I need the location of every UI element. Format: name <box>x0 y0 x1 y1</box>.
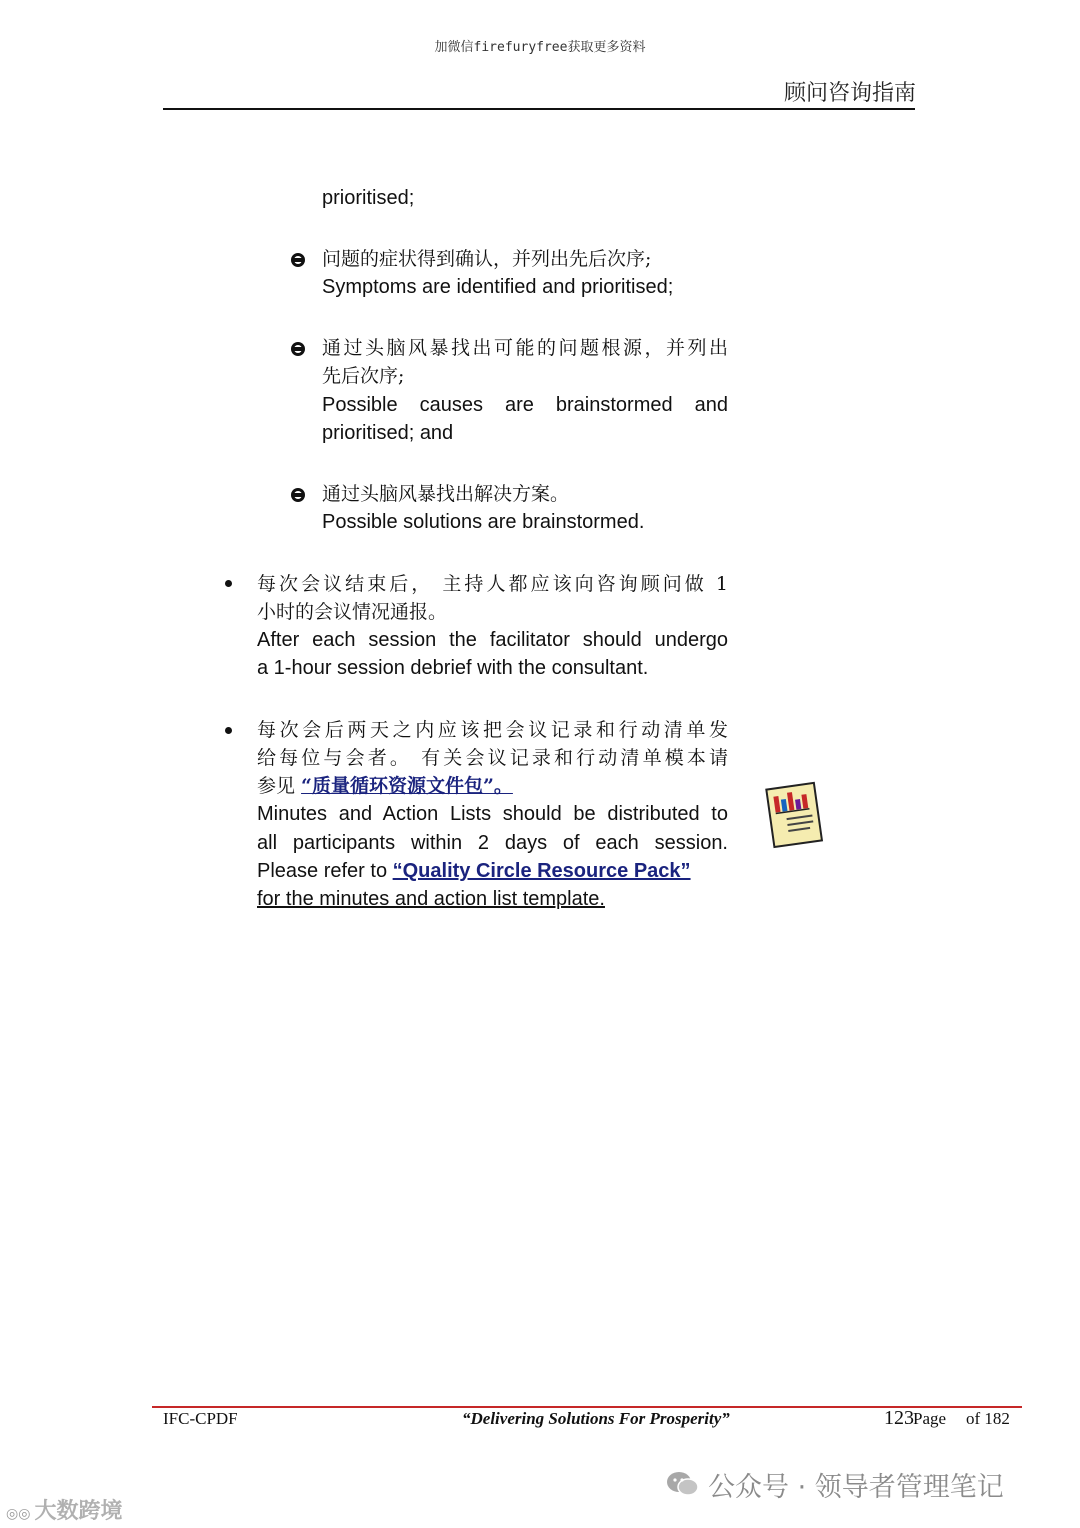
resource-pack-link-chinese[interactable]: “质量循环资源文件包”。 <box>301 775 513 797</box>
wechat-icon <box>666 1470 700 1498</box>
footer-page-label: Page <box>913 1409 947 1428</box>
logo-icon: ◎◎ <box>6 1506 31 1522</box>
bullet2-chinese-line2: 给每位与会者。 有关会议记录和行动清单模本请 <box>257 747 728 769</box>
top-watermark: 加微信firefuryfree获取更多资料 <box>434 40 646 55</box>
document-chart-icon <box>760 778 828 850</box>
item2-chinese-line2: 先后次序; <box>322 365 405 387</box>
brand-watermark-right: 公众号 · 领导者管理笔记 <box>666 1466 1004 1502</box>
bullet2-english-line3 <box>257 857 691 885</box>
footer-left: IFC-CPDF <box>163 1409 238 1428</box>
arrow-bullet-icon <box>291 253 305 267</box>
arrow-bullet-icon <box>291 342 305 356</box>
bullet2-english-line1: Minutes and Action Lists should be distributed to <box>257 803 728 825</box>
item3-chinese: 通过头脑风暴找出解决方案。 <box>322 483 570 505</box>
resource-pack-link-english[interactable]: “Quality Circle Resource Pack” <box>392 860 691 882</box>
bullet-dot <box>225 727 232 734</box>
footer-page-total: of 182 <box>966 1409 1010 1428</box>
bullet2-english-line2: all participants within 2 days of each session. <box>257 832 728 854</box>
item3-english: Possible solutions are brainstormed. <box>322 511 645 533</box>
bullet2-chinese-line1: 每次会后两天之内应该把会议记录和行动清单发 <box>257 719 728 741</box>
bullet1-english-line2: a 1-hour session debrief with the consultant. <box>257 657 649 679</box>
arrow-bullet-icon <box>291 488 305 502</box>
bullet1-english-line1: After each session the facilitator should undergo <box>257 629 728 651</box>
continued-text: prioritised; <box>322 187 415 209</box>
bullet2-chinese-line3 <box>257 772 513 800</box>
footer-slogan: “Delivering Solutions For Prosperity” <box>462 1409 730 1428</box>
item2-english-line1: Possible causes are brainstormed and <box>322 394 728 416</box>
item2-chinese-line1: 通过头脑风暴找出可能的问题根源，并列出 <box>322 337 728 359</box>
bullet2-chinese-prefix: 参见 <box>257 775 302 797</box>
item2-english-line2: prioritised; and <box>322 422 454 444</box>
bullet1-chinese-line1: 每次会议结束后， 主持人都应该向咨询顾问做 1 <box>257 573 728 595</box>
bullet2-english-prefix: Please refer to <box>257 860 393 882</box>
footer-page-number: 123 <box>884 1407 914 1429</box>
brand-watermark-left: ◎◎ 大数跨境 <box>6 1499 123 1524</box>
header-divider <box>163 108 915 110</box>
item1-chinese: 问题的症状得到确认，并列出先后次序; <box>322 248 652 270</box>
bullet1-chinese-line2: 小时的会议情况通报。 <box>257 601 448 623</box>
header-title: 顾问咨询指南 <box>783 81 916 106</box>
item1-english: Symptoms are identified and prioritised; <box>322 276 674 298</box>
bullet2-english-line4: for the minutes and action list template. <box>257 888 605 910</box>
bullet-dot <box>225 580 232 587</box>
